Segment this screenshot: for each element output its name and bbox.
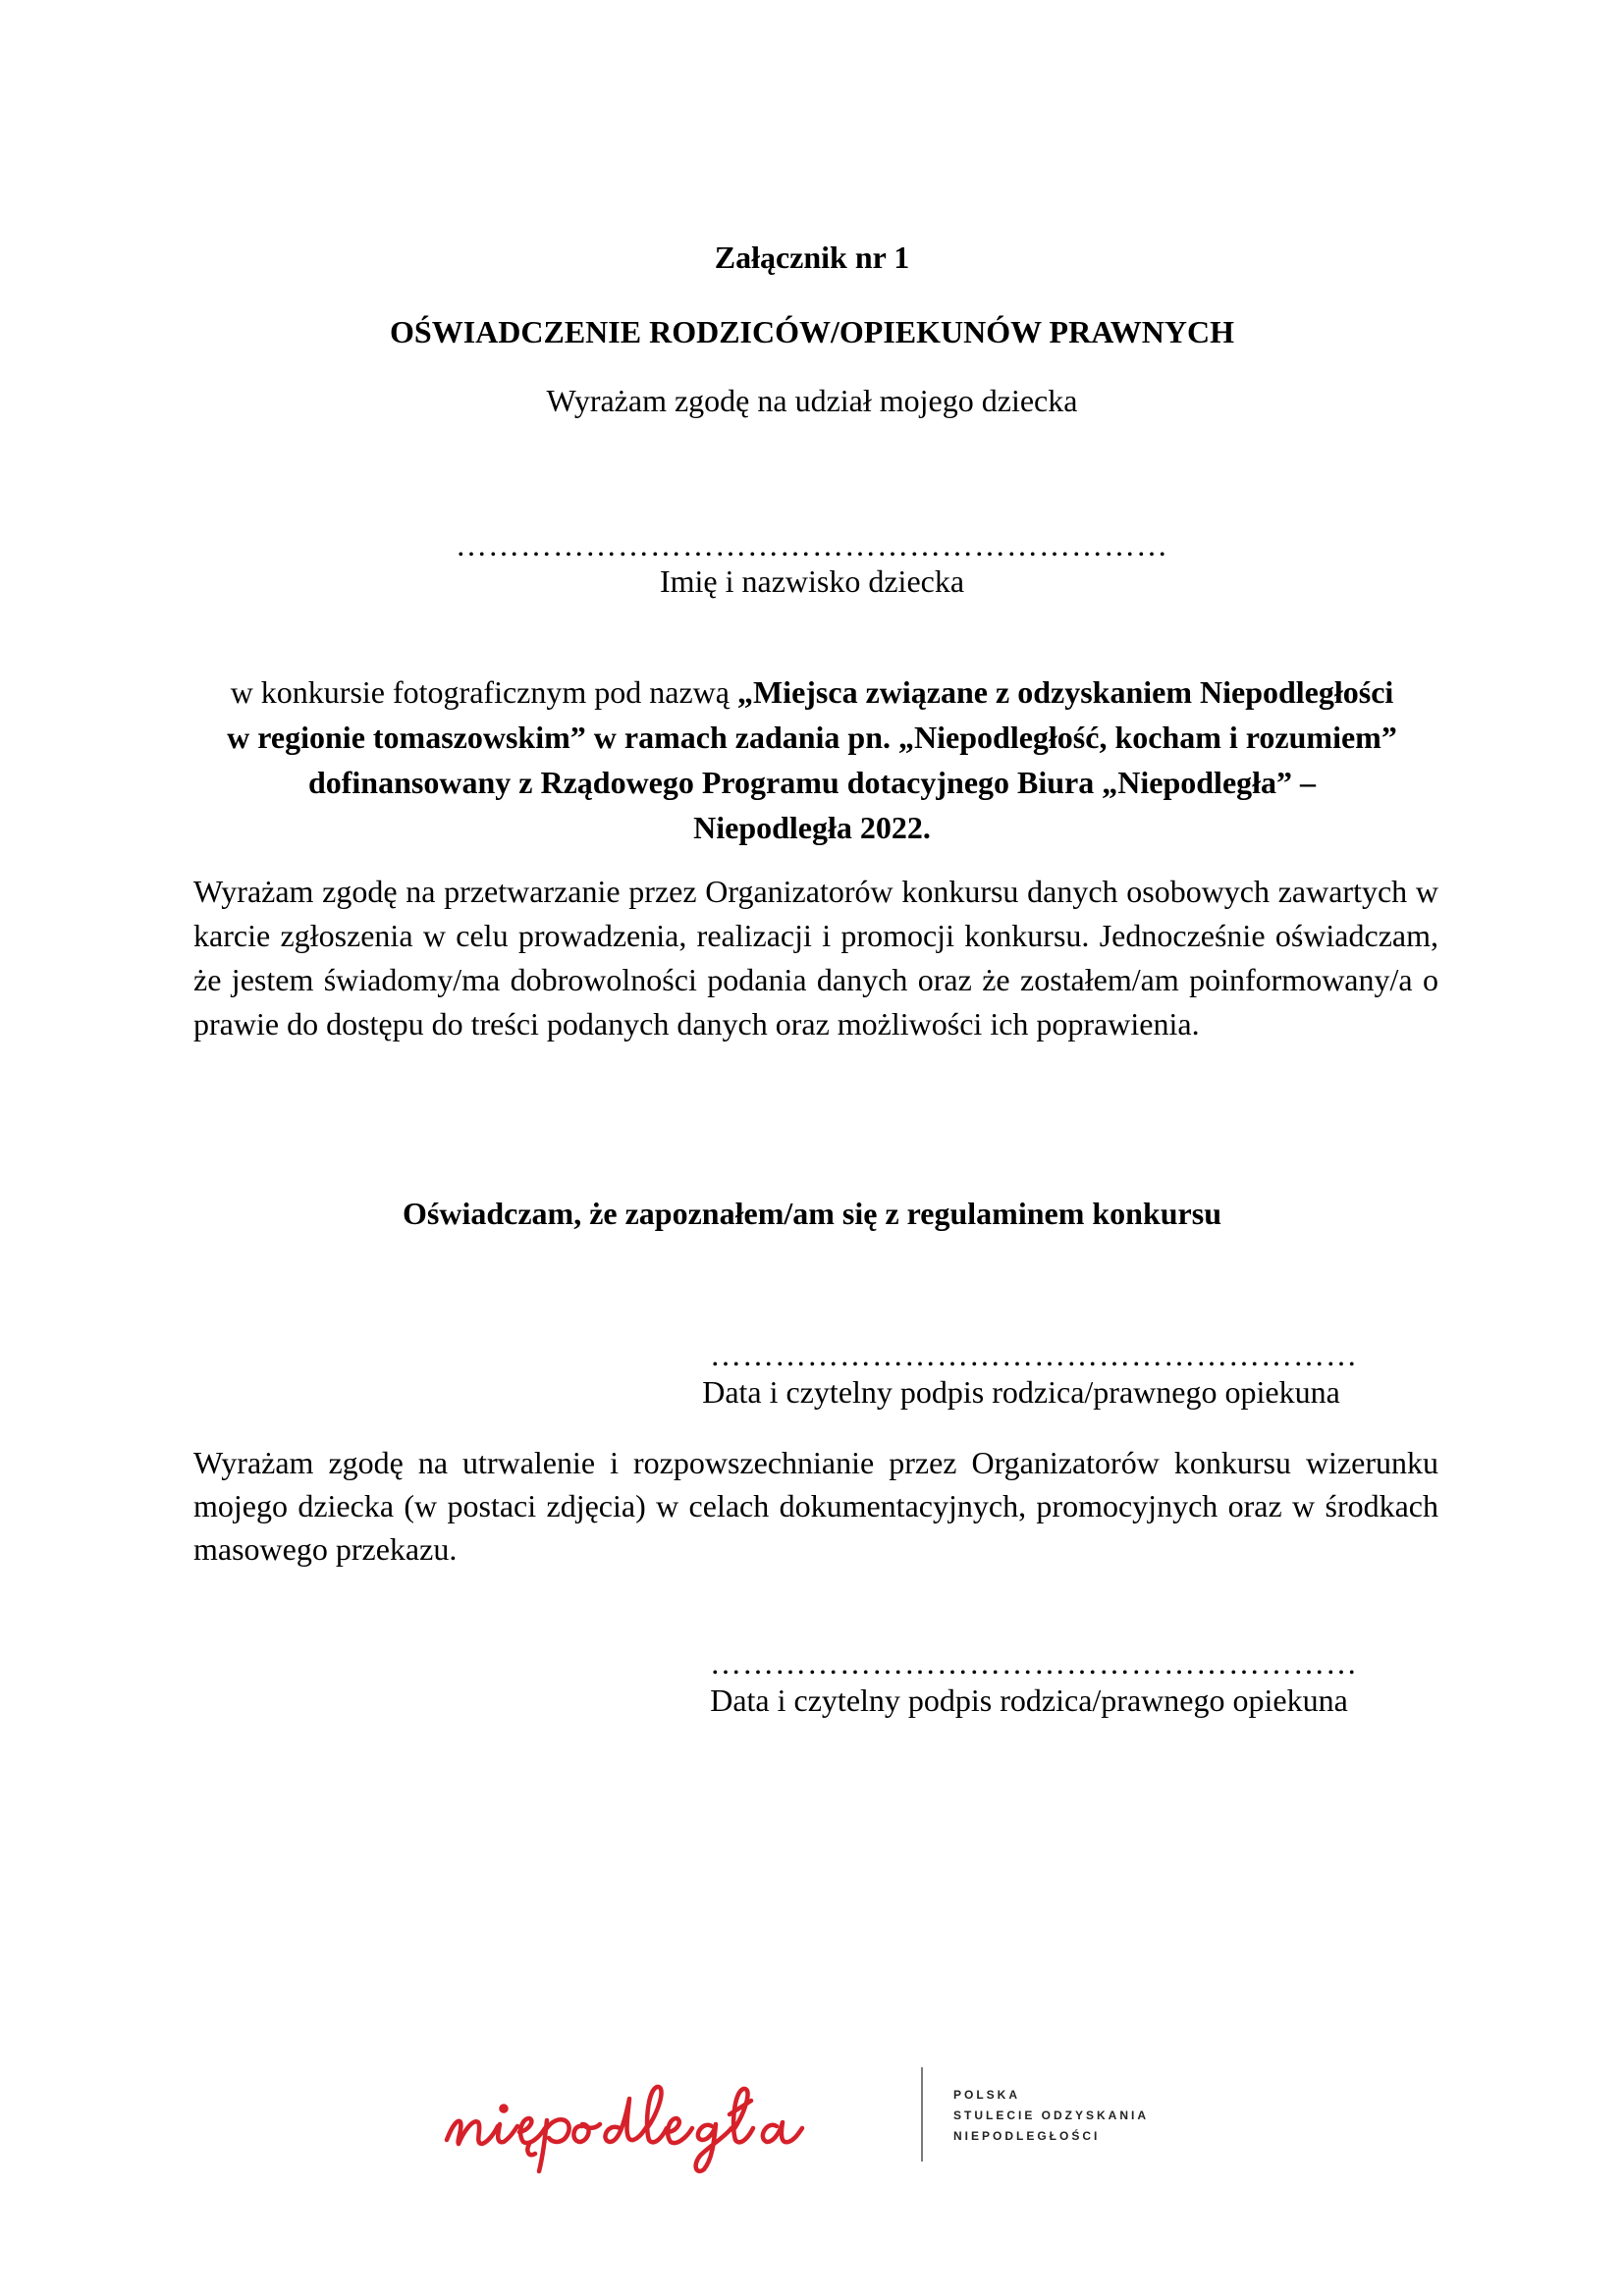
child-name-label: Imię i nazwisko dziecka	[659, 563, 965, 599]
image-consent: Wyrażam zgodę na utrwalenie i rozpowszechnianie przez Organizatorów konkursu wizerunku mojego dziecka (w postaci zdjęcia) w celach dokumentacyjnych, promocyjnych oraz w środkach masowego przekazu.	[193, 1445, 1438, 1567]
statement-heading: OŚWIADCZENIE RODZICÓW/OPIEKUNÓW PRAWNYCH	[390, 314, 1234, 349]
data-processing-consent: Wyrażam zgodę na przetwarzanie przez Organizatorów konkursu danych osobowych zawartych w karcie zgłoszenia w celu prowadzenia, realizacji i promocji konkursu. Jednocześnie oświadczam, że jestem świadomy/ma dobrowolności podania danych oraz że zostałem/am poinformowany/a o prawie do dostępu do treści podanych danych oraz możliwości ich poprawienia.	[193, 874, 1438, 1041]
consent-intro: Wyrażam zgodę na udział mojego dziecka	[546, 383, 1078, 418]
child-name-field[interactable]: …………………………………………………………	[456, 527, 1168, 562]
logo-tagline	[953, 2085, 1149, 2147]
contest-name: „Miejsca związane z odzyskaniem Niepodległości w regionie tomaszowskim” w ramach zadania pn. „Niepodległość, kocham i rozumiem” dofinansowany z Rządowego Programu dotacyjnego Biura „Niepodległa” – Niepodległa 2022.	[227, 674, 1397, 845]
signature-label-1: Data i czytelny podpis rodzica/prawnego opiekuna	[702, 1374, 1340, 1410]
contest-description	[226, 669, 1398, 850]
logo-tagline-line: STULECIE ODZYSKANIA	[953, 2109, 1150, 2122]
logo-tagline-line: POLSKA	[953, 2088, 1021, 2102]
signature-label-2: Data i czytelny podpis rodzica/prawnego opiekuna	[710, 1682, 1348, 1718]
logo-divider	[921, 2067, 923, 2162]
niepodlegla-script-logo	[439, 2050, 910, 2177]
rules-statement: Oświadczam, że zapoznałem/am się z regulaminem konkursu	[402, 1196, 1221, 1231]
contest-prefix: w konkursie fotograficznym pod nazwą	[230, 674, 737, 710]
attachment-title: Załącznik nr 1	[714, 240, 910, 275]
signature-field-1[interactable]: ……………………………………………………	[710, 1337, 1358, 1372]
signature-field-2[interactable]: ……………………………………………………	[710, 1645, 1358, 1681]
niepodlegla-logo	[439, 2050, 1205, 2177]
logo-tagline-line: NIEPODLEGŁOŚCI	[953, 2129, 1101, 2143]
